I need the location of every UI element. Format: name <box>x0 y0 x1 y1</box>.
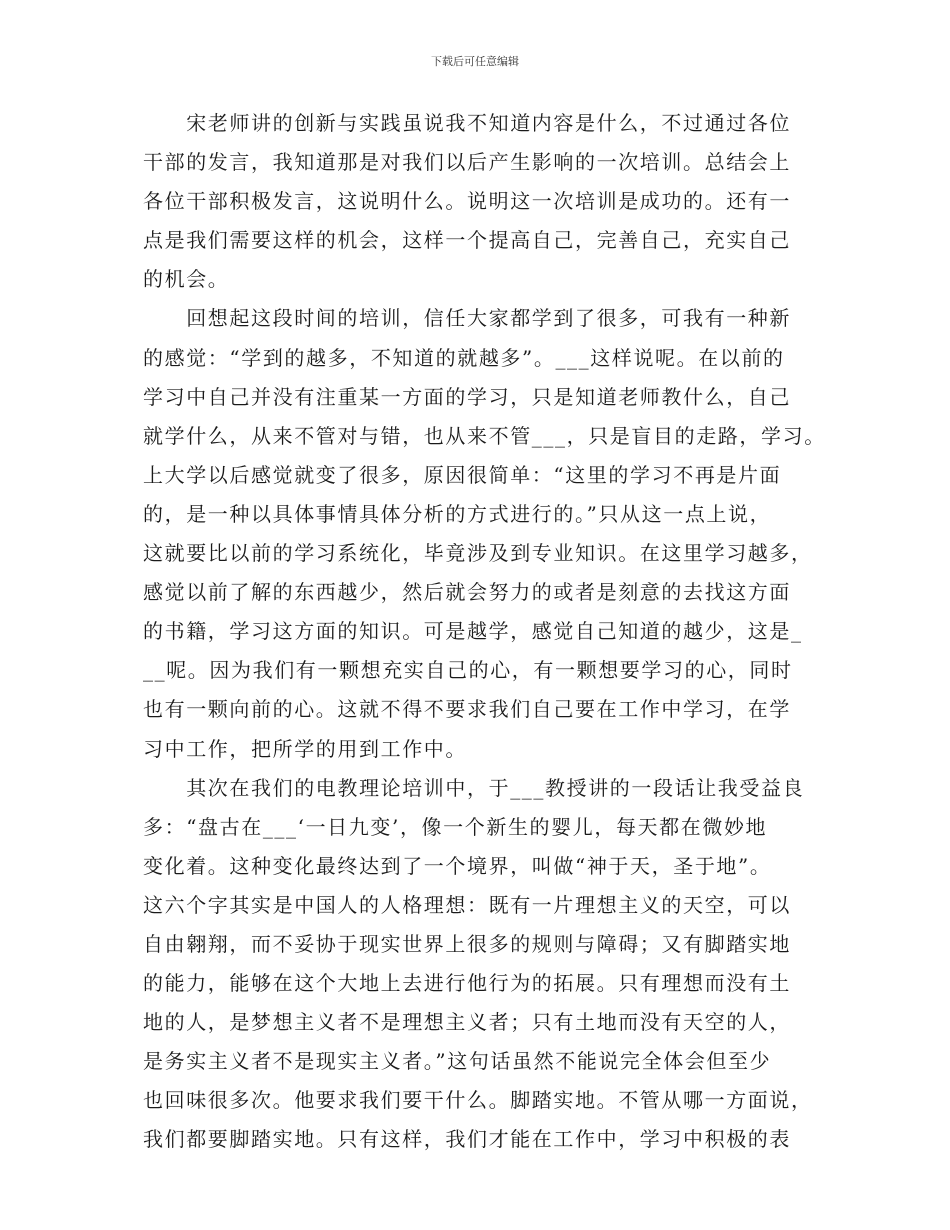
text-line: 的感觉：“学到的越多，不知道的就越多”。___这样说呢。在以前的 <box>143 345 785 370</box>
text-line: 我们都要脚踏实地。只有这样，我们才能在工作中，学习中积极的表 <box>143 1127 791 1152</box>
text-line: 各位干部积极发言，这说明什么。说明这一次培训是成功的。还有一 <box>143 189 791 214</box>
text-line: 点是我们需要这样的机会，这样一个提高自己，完善自己，充实自己 <box>143 228 791 253</box>
page-header: 下载后可任意编辑 <box>431 55 519 68</box>
text-line: 也有一颗向前的心。这就不得不要求我们自己要在工作中学习，在学 <box>143 697 791 722</box>
text-line: 的书籍，学习这方面的知识。可是越学，感觉自己知道的越少，这是_ <box>143 619 803 644</box>
text-line: 学习中自己并没有注重某一方面的学习，只是知道老师教什么，自己 <box>143 384 791 409</box>
text-line: 自由翱翔，而不妥协于现实世界上很多的规则与障碍；又有脚踏实地 <box>143 931 791 956</box>
text-line: 的，是一种以具体事情具体分析的方式进行的。”只从这一点上说， <box>143 501 772 526</box>
text-line: 的机会。 <box>143 267 230 292</box>
text-line: 感觉以前了解的东西越少，然后就会努力的或者是刻意的去找这方面 <box>143 580 791 605</box>
text-line: 干部的发言，我知道那是对我们以后产生影响的一次培训。总结会上 <box>143 150 791 175</box>
text-line: 这六个字其实是中国人的人格理想：既有一片理想主义的天空，可以 <box>143 892 791 917</box>
text-line: 是务实主义者不是现实主义者。”这句话虽然不能说完全体会但至少 <box>143 1049 772 1074</box>
text-line: 这就要比以前的学习系统化，毕竟涉及到专业知识。在这里学习越多， <box>143 541 813 566</box>
text-line: 就学什么，从来不管对与错，也从来不管___，只是盲目的走路，学习。 <box>143 423 826 448</box>
text-line: 的能力，能够在这个大地上去进行他行为的拓展。只有理想而没有土 <box>143 971 791 996</box>
document-body <box>143 104 826 1160</box>
text-line: 变化着。这种变化最终达到了一个境界，叫做“神于天，圣于地”。 <box>143 853 772 878</box>
text-line: 多：“盘古在___‘一日九变’，像一个新生的婴儿，每天都在微妙地 <box>143 814 768 839</box>
text-line: 习中工作，把所学的用到工作中。 <box>143 736 467 761</box>
text-line: 也回味很多次。他要求我们要干什么。脚踏实地。不管从哪一方面说， <box>143 1088 813 1113</box>
text-line: 地的人，是梦想主义者不是理想主义者；只有土地而没有天空的人， <box>143 1010 791 1035</box>
text-line: 上大学以后感觉就变了很多，原因很简单：“这里的学习不再是片面 <box>143 462 782 487</box>
text-line: 宋老师讲的创新与实践虽说我不知道内容是什么，不过通过各位 <box>143 111 791 135</box>
text-line: 回想起这段时间的培训，信任大家都学到了很多，可我有一种新 <box>143 306 791 331</box>
text-line: 其次在我们的电教理论培训中，于___教授讲的一段话让我受益良 <box>143 775 805 800</box>
text-line: __呢。因为我们有一颗想充实自己的心，有一颗想要学习的心，同时 <box>143 658 793 683</box>
